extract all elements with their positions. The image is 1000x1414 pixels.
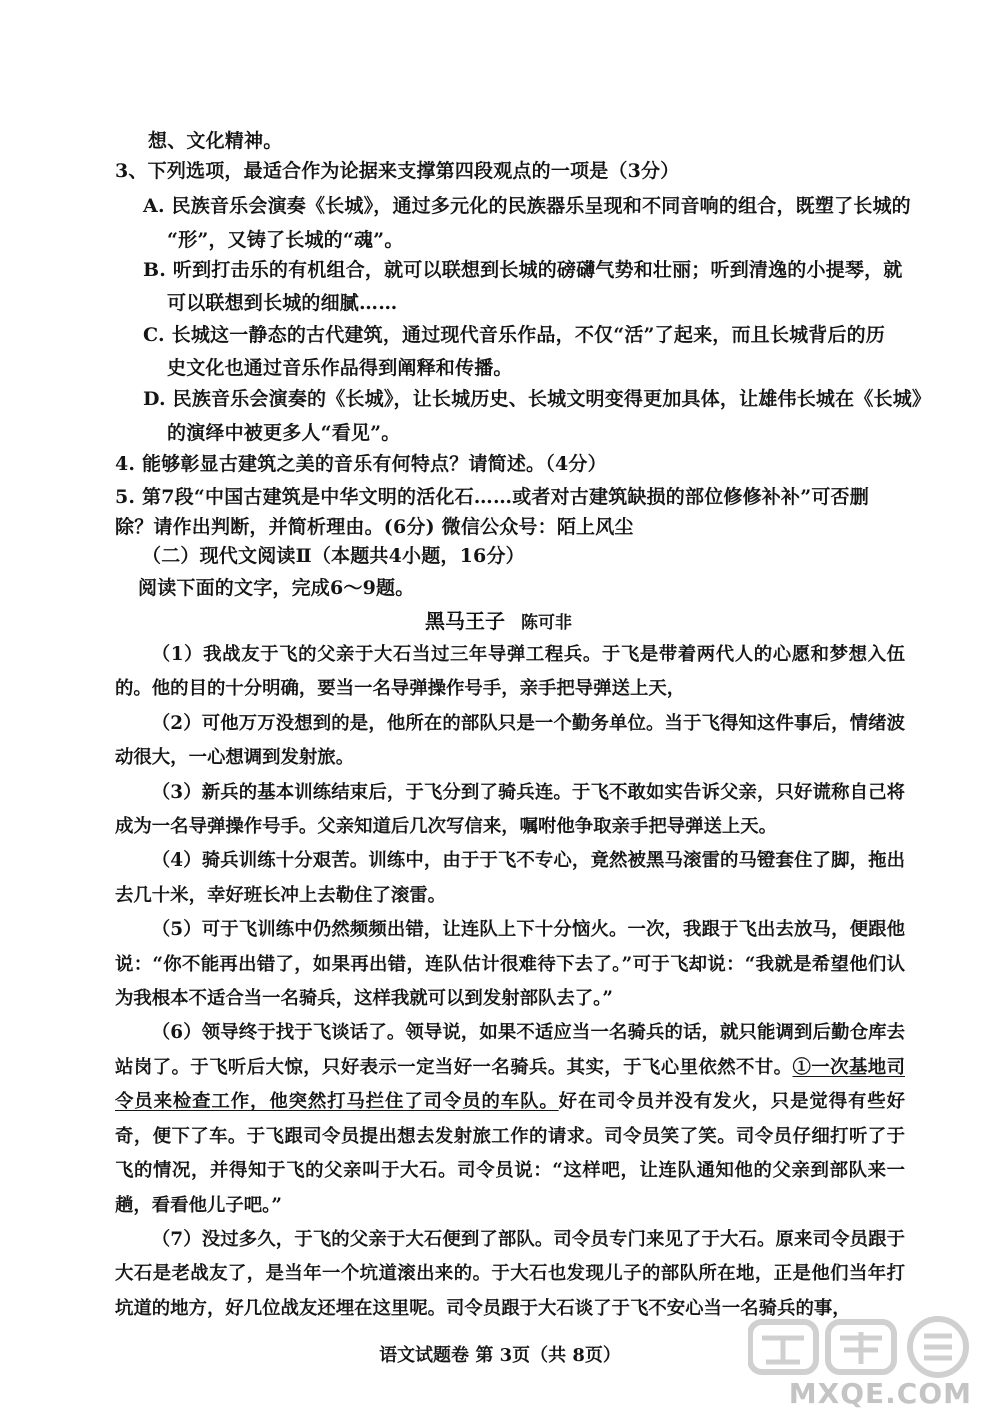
option-d-line-1: D. 民族音乐会演奏的《长城》，让长城历史、长城文明变得更加具体，让雄伟长城在《长城》 — [143, 388, 932, 410]
page-footer: 语文试题卷 第 3页（共 8页） — [379, 1345, 621, 1366]
section-heading: （二）现代文阅读Ⅱ（本题共4小题，16分） — [142, 545, 525, 567]
story-paragraph-4: （4）骑兵训练十分艰苦。训练中，由于于飞不专心，竟然被黑马滚雷的马镫套住了脚，拖出去几十米，幸好班长冲上去勒住了滚雷。 — [115, 850, 905, 906]
story-paragraph-6-start: （6）领导终于找于飞谈话了。领导说，如果不适应当一名骑兵的话，就只能调到后勤仓库去站岗了。于飞听后大惊，只好表示一定当好一名骑兵。其实，于飞心里依然不甘。 — [115, 1022, 905, 1078]
section-instruction: 阅读下面的文字，完成6～9题。 — [138, 577, 415, 599]
story-paragraph-7: （7）没过多久，于飞的父亲于大石便到了部队。司令员专门来见了于大石。原来司令员跟于大石是老战友了，是当年一个坑道滚出来的。于大石也发现儿子的部队所在地，正是他们当年打坑道的地方，好几位战友还埋在这里呢。司令员跟于大石谈了于飞不安心当一名骑兵的事， — [115, 1228, 905, 1319]
story-paragraph-3: （3）新兵的基本训练结束后，于飞分到了骑兵连。于飞不敢如实告诉父亲，只好谎称自己将成为一名导弹操作号手。父亲知道后几次写信来，嘱咐他争取亲手把导弹送上天。 — [115, 781, 905, 838]
option-b-line-1: B. 听到打击乐的有机组合，就可以联想到长城的磅礴气势和壮丽；听到清逸的小提琴，就 — [143, 259, 903, 281]
option-a-line-1: A. 民族音乐会演奏《长城》，通过多元化的民族器乐呈现和不同音响的组合，既塑了长城的 — [143, 195, 911, 217]
option-d-line-2: 的演绎中被更多人“看见”。 — [167, 422, 401, 444]
story-title: 黑马王子 — [425, 609, 505, 633]
option-c-line-1: C. 长城这一静态的古代建筑，通过现代音乐作品，不仅“活”了起来，而且长城背后的历 — [143, 324, 886, 346]
option-b-line-2: 可以联想到长城的细腻…… — [167, 292, 398, 314]
story-paragraph-1: （1）我战友于飞的父亲于大石当过三年导弹工程兵。于飞是带着两代人的心愿和梦想入伍的。他的目的十分明确，要当一名导弹操作号手，亲手把导弹送上天， — [115, 644, 905, 700]
story-paragraph-2: （2）可他万万没想到的是，他所在的部队只是一个勤务单位。当于飞得知这件事后，情绪波动很大，一心想调到发射旅。 — [115, 712, 905, 769]
question-3-stem: 3、下列选项，最适合作为论据来支撑第四段观点的一项是（3分） — [115, 160, 680, 182]
previous-answer-continuation: 想、文化精神。 — [148, 130, 283, 152]
option-c-line-2: 史文化也通过音乐作品得到阐释和传播。 — [167, 357, 513, 379]
option-a-line-2: “形”，又铸了长城的“魂”。 — [167, 229, 404, 251]
underlined-sentence-1: ①一次基地司令员来检查工作，他突然打马拦住了司令员的车队。 — [115, 1056, 905, 1113]
story-paragraph-5: （5）可于飞训练中仍然频频出错，让连队上下十分恼火。一次，我跟于飞出去放马，便跟他说：“你不能再出错了，如果再出错，连队估计很难待下去了。”可于飞却说：“我就是希望他们认为我根本不适合当一名骑兵，这样我就可以到发射部队去了。” — [115, 919, 905, 1010]
watermark-logo-icon — [748, 1316, 978, 1378]
story-body — [115, 638, 905, 1326]
story-author: 陈可非 — [521, 613, 572, 633]
watermark — [744, 1310, 994, 1410]
story-paragraph-6-end: 好在司令员并没有发火，只是觉得有些好奇，便下了车。于飞跟司令员提出想去发射旅工作的请求。司令员笑了笑。司令员仔细打听了于飞的情况，并得知于飞的父亲叫于大石。司令员说：“这样吧，让连队通知他的父亲到部队来一趟，看看他儿子吧。” — [115, 1091, 905, 1216]
story-paragraph-6 — [115, 1016, 905, 1222]
question-5-line-2: 除？请作出判断，并简析理由。(6分) 微信公众号：陌上风尘 — [115, 516, 634, 538]
story-title-block — [425, 607, 572, 637]
watermark-site: MXQE.COM — [788, 1377, 972, 1410]
question-5-line-1: 5. 第7段“中国古建筑是中华文明的活化石……或者对古建筑缺损的部位修修补补”可否删 — [115, 486, 869, 508]
question-4: 4. 能够彰显古建筑之美的音乐有何特点？请简述。（4分） — [115, 453, 607, 475]
